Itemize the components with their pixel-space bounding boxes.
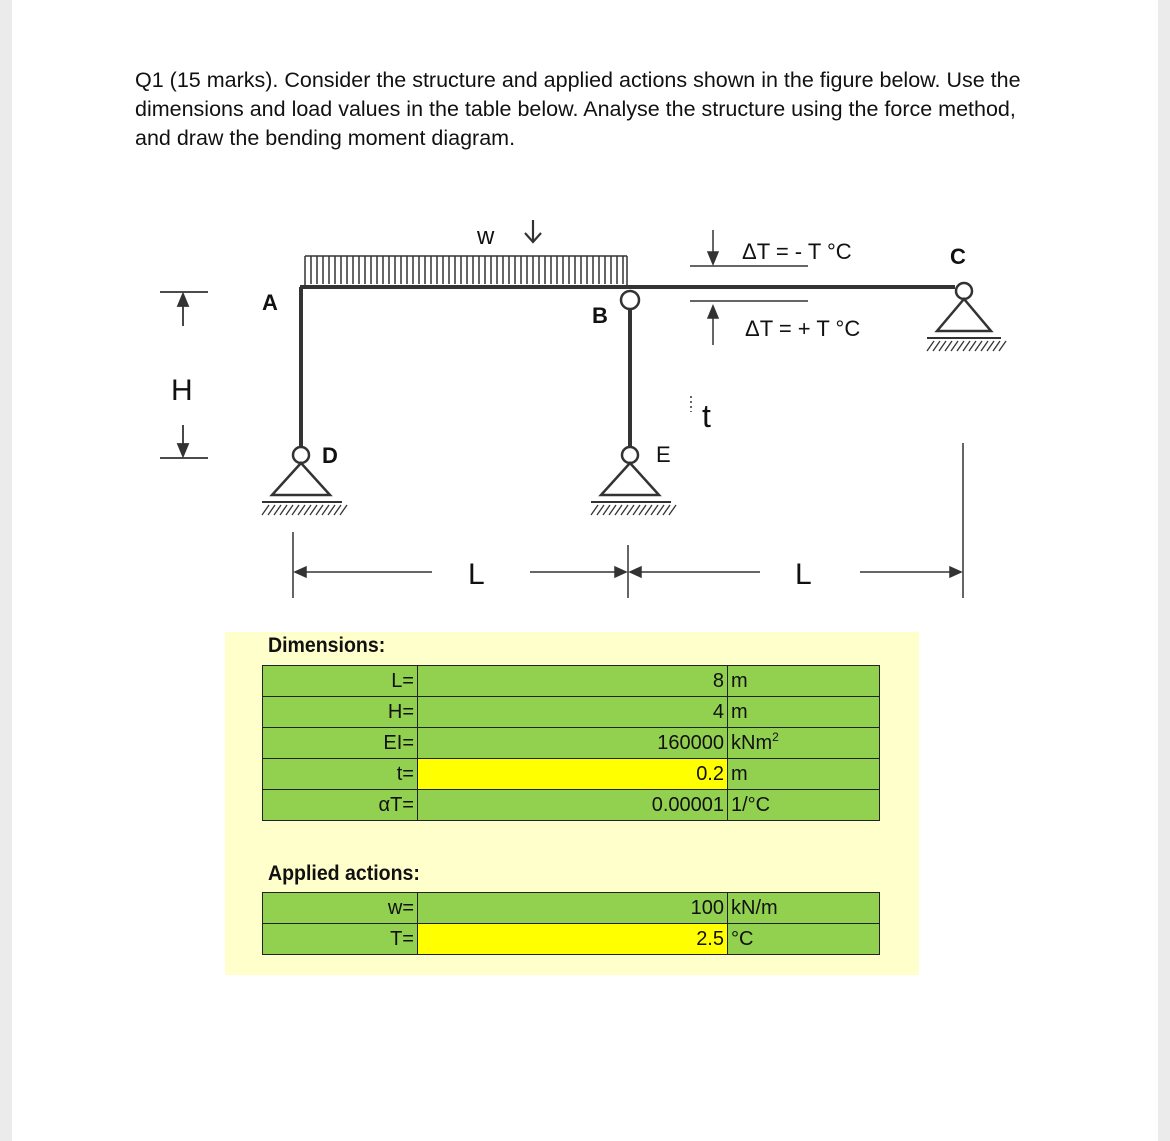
unit-superscript: 2	[772, 729, 779, 744]
temp-top-label: ΔT = - T °C	[742, 239, 852, 264]
unit-text: °C	[731, 927, 754, 950]
row-label: w=	[263, 893, 418, 924]
node-e-label: E	[656, 442, 671, 467]
row-unit	[728, 790, 880, 821]
table-row	[263, 759, 880, 790]
dimensions-title: Dimensions:	[268, 634, 386, 657]
row-unit	[728, 893, 880, 924]
unit-text: m	[731, 669, 748, 692]
applied-actions-title: Applied actions:	[268, 862, 420, 885]
row-label: EI=	[263, 728, 418, 759]
row-value: 0.00001	[418, 790, 728, 821]
row-value: 0.2	[418, 759, 728, 790]
row-value: 100	[418, 893, 728, 924]
table-row	[263, 924, 880, 955]
row-unit	[728, 728, 880, 759]
unit-text: m	[731, 762, 748, 785]
row-value: 160000	[418, 728, 728, 759]
thickness-label: t	[702, 398, 711, 434]
row-label: αT=	[263, 790, 418, 821]
load-label: w	[477, 223, 495, 250]
row-value: 4	[418, 697, 728, 728]
row-label: t=	[263, 759, 418, 790]
row-value: 8	[418, 666, 728, 697]
unit-text: 1/°C	[731, 793, 771, 816]
height-label: H	[171, 374, 193, 407]
row-unit	[728, 666, 880, 697]
node-c-label: C	[950, 244, 966, 269]
row-label: H=	[263, 697, 418, 728]
row-unit	[728, 697, 880, 728]
row-label: T=	[263, 924, 418, 955]
row-unit	[728, 759, 880, 790]
table-row	[263, 790, 880, 821]
question-text: Q1 (15 marks). Consider the structure and applied actions shown in the figure below. Use the dimensions and load values in the table below. Analyse the structure using the force method, and draw the bending moment diagram.	[135, 68, 1021, 150]
row-unit	[728, 924, 880, 955]
distributed-load	[305, 256, 627, 286]
unit-text: m	[731, 700, 748, 723]
node-a-label: A	[262, 290, 278, 315]
span-right-label: L	[795, 558, 812, 591]
load-arrow	[525, 220, 541, 242]
span-left-label: L	[468, 558, 485, 591]
data-panel	[225, 632, 919, 975]
pin-support-c	[927, 283, 1001, 338]
dimensions-table	[262, 665, 880, 821]
hinge-b	[621, 291, 639, 309]
unit-text: kN/m	[731, 896, 778, 919]
node-b-label: B	[592, 303, 608, 328]
unit-text: kNm	[731, 731, 773, 754]
temp-bottom-label: ΔT = + T °C	[745, 316, 861, 341]
table-row	[263, 893, 880, 924]
row-label: L=	[263, 666, 418, 697]
node-d-label: D	[322, 443, 338, 468]
table-row	[263, 697, 880, 728]
table-row	[263, 728, 880, 759]
table-row	[263, 666, 880, 697]
applied-actions-table	[262, 892, 880, 955]
row-value: 2.5	[418, 924, 728, 955]
